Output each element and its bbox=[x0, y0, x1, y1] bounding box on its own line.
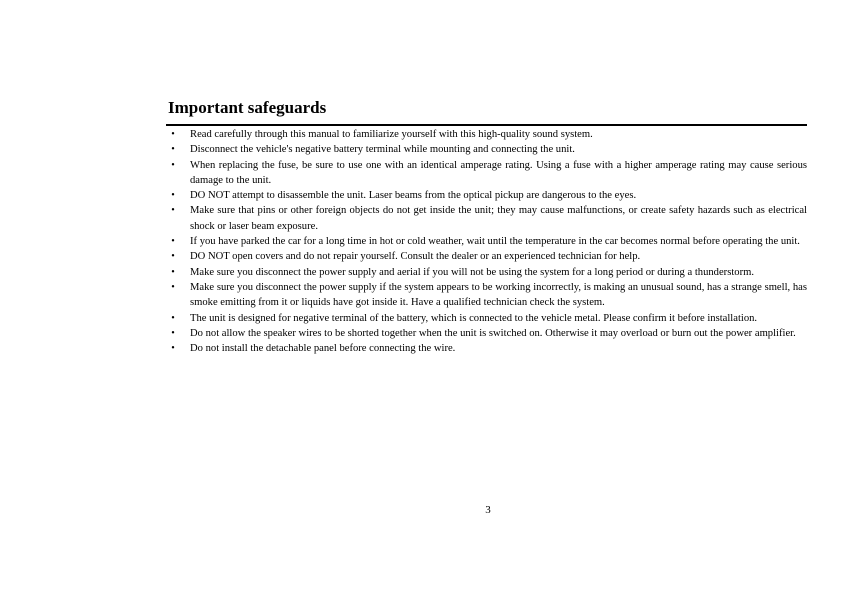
page-number: 3 bbox=[485, 504, 491, 516]
list-item-text: DO NOT open covers and do not repair yourself. Consult the dealer or an experienced technician for help. bbox=[190, 251, 641, 263]
bullet-icon: • bbox=[171, 129, 175, 140]
bullet-icon: • bbox=[171, 144, 175, 156]
list-item bbox=[168, 265, 807, 280]
bullet-icon: • bbox=[171, 236, 175, 248]
list-item-text: Read carefully through this manual to familiarize yourself with this high-quality sound system. bbox=[190, 129, 593, 140]
bullet-icon: • bbox=[171, 266, 175, 278]
title-divider bbox=[166, 124, 807, 126]
bullet-icon: • bbox=[171, 327, 175, 339]
list-item-text: Disconnect the vehicle's negative battery terminal while mounting and connecting the unit. bbox=[190, 144, 575, 156]
list-item-text: Make sure you disconnect the power supply if the system appears to be working incorrectly, is making an unusual sound, has a strange smell, has smoke emitting from it or liquids have got inside it. Have a qualified technician check the system. bbox=[190, 281, 807, 309]
list-item bbox=[168, 158, 807, 189]
list-item-text: Make sure you disconnect the power supply and aerial if you will not be using the system for a long period or during a thunderstorm. bbox=[190, 266, 754, 278]
list-item-text: DO NOT attempt to disassemble the unit. Laser beams from the optical pickup are dangerous to the eyes. bbox=[190, 190, 637, 202]
bullet-icon: • bbox=[171, 190, 175, 202]
list-item bbox=[168, 142, 807, 157]
list-item bbox=[168, 127, 807, 142]
list-item-text: If you have parked the car for a long time in hot or cold weather, wait until the temperature in the car becomes normal before operating the unit. bbox=[190, 236, 800, 248]
bullet-icon: • bbox=[171, 251, 175, 263]
bullet-icon: • bbox=[171, 159, 175, 171]
list-item bbox=[168, 203, 807, 234]
bullet-icon: • bbox=[171, 205, 175, 217]
list-item bbox=[168, 326, 807, 341]
bullet-icon: • bbox=[171, 312, 175, 324]
page-title: Important safeguards bbox=[168, 98, 327, 117]
list-item-text: Do not allow the speaker wires to be shorted together when the unit is switched on. Otherwise it may overload or burn out the power amplifier. bbox=[190, 327, 796, 339]
list-item-text: The unit is designed for negative terminal of the battery, which is connected to the vehicle metal. Please confirm it before installation. bbox=[190, 312, 758, 324]
safeguard-list bbox=[168, 127, 807, 356]
list-item bbox=[168, 311, 807, 326]
bullet-icon: • bbox=[171, 343, 175, 355]
list-item bbox=[168, 188, 807, 203]
list-item-text: When replacing the fuse, be sure to use one with an identical amperage rating. Using a fuse with a higher amperage rating may cause serious damage to the unit. bbox=[190, 159, 807, 186]
list-item bbox=[168, 341, 807, 356]
list-item-text: Make sure that pins or other foreign objects do not get inside the unit; they may cause malfunctions, or create safety hazards such as electrical shock or laser beam exposure. bbox=[190, 205, 807, 232]
list-item bbox=[168, 234, 807, 249]
bullet-icon: • bbox=[171, 281, 175, 293]
list-item bbox=[168, 249, 807, 264]
list-item bbox=[168, 280, 807, 311]
list-item-text: Do not install the detachable panel before connecting the wire. bbox=[190, 343, 456, 355]
